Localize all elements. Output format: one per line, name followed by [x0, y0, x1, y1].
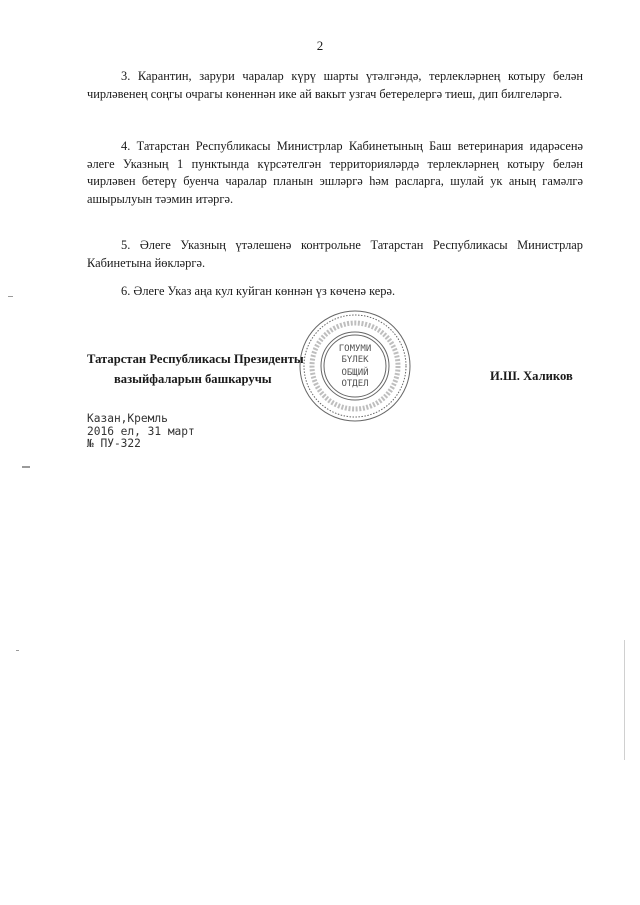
- scan-mark: [22, 466, 30, 468]
- footer-number: № ПУ-322: [87, 437, 141, 451]
- document-footer: [87, 413, 195, 451]
- footer-date: 2016 ел, 31 март: [87, 424, 195, 438]
- signatory-title-line-2: вазыйфаларын башкаручы: [114, 372, 272, 386]
- scan-mark: [8, 296, 13, 297]
- paragraph-4: 4. Татарстан Республикасы Министрлар Кабинетының Баш ветеринария идарәсенә әлеге Указның 1 пунктында күрсәтелгән территорияләрдә терлекләрнең котыру белән чирләвен бетерү буенча чаралар планын эшләргә һәм расларга, шулай ук аның гамәлгә ашырылуын тәэмин итәргә.: [87, 139, 583, 206]
- signatory-title-line-1: Татарстан Республикасы Президенты: [87, 352, 304, 366]
- seal-line-2: БҮЛЕК: [341, 355, 369, 365]
- page-number: 2: [316, 38, 324, 53]
- footer-place: Казан,Кремль: [87, 412, 168, 425]
- signatory-name: И.Ш. Халиков: [490, 369, 573, 383]
- paragraph-6: 6. Әлеге Указ аңа кул куйган көннән үз көченә керә.: [121, 284, 396, 298]
- scan-mark: [624, 640, 625, 760]
- paragraph-3: 3. Карантин, зарури чаралар күрү шарты үтәлгәндә, терлекләрнең котыру белән чирләвенең соңгы очрагы көненнән ике ай вакыт узгач бетерелергә тиеш, дип билгеләргә.: [87, 69, 583, 101]
- scan-mark: [16, 650, 19, 651]
- signatory-title: [87, 349, 304, 389]
- seal-line-1: ГОМУМИ: [338, 344, 372, 354]
- paragraph-5: 5. Әлеге Указның үтәлешенә контрольне Татарстан Республикасы Министрлар Кабинетына йөкләргә.: [87, 238, 583, 270]
- seal-line-4: ОТДЕЛ: [341, 379, 369, 389]
- seal-line-3: ОБЩИЙ: [341, 368, 369, 378]
- official-seal-stamp: [298, 309, 412, 423]
